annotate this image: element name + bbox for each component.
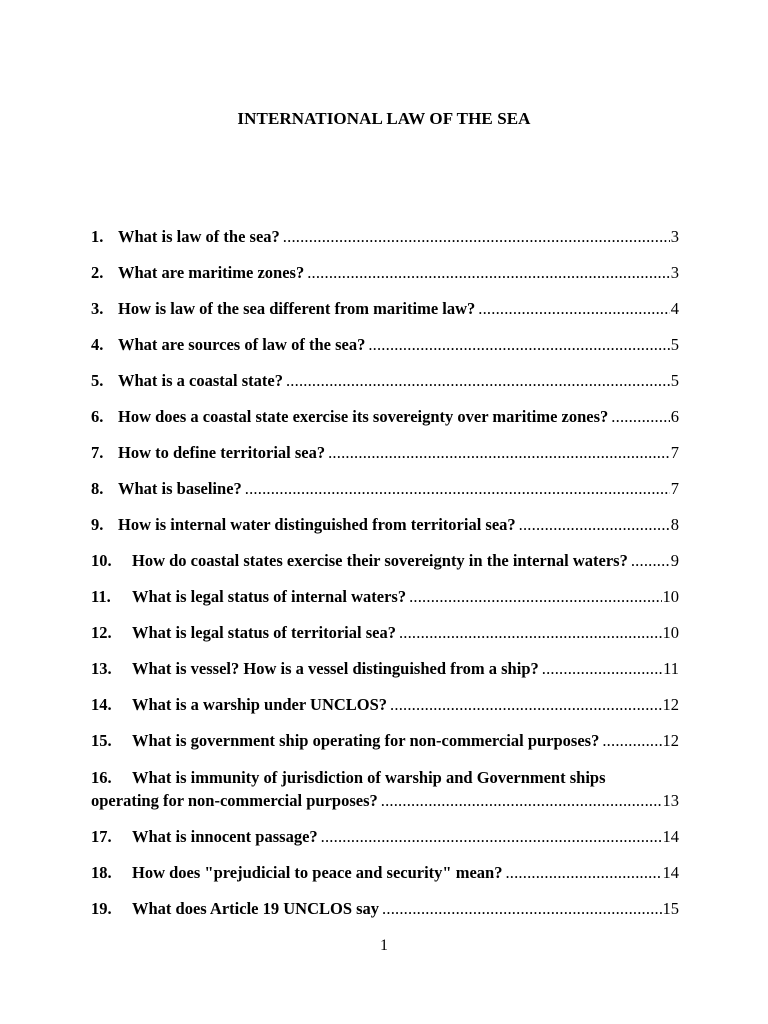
toc-entry-13[interactable] bbox=[91, 657, 679, 680]
toc-entry-5[interactable] bbox=[91, 369, 679, 392]
toc-page-number: 3 bbox=[670, 263, 679, 282]
toc-number: 15. bbox=[91, 731, 112, 750]
toc-page-number: 15 bbox=[662, 899, 679, 918]
toc-number: 9. bbox=[91, 515, 104, 534]
toc-page-number: 12 bbox=[662, 731, 679, 750]
toc-page-number: 7 bbox=[670, 443, 679, 462]
toc-page-number: 3 bbox=[670, 227, 679, 246]
dot-leader bbox=[542, 657, 662, 680]
toc-entry-6[interactable] bbox=[91, 405, 679, 428]
document-title: INTERNATIONAL LAW OF THE SEA bbox=[237, 109, 531, 128]
toc-number: 12. bbox=[91, 623, 112, 642]
toc-question-line2: operating for non-commercial purposes? bbox=[91, 791, 378, 810]
dot-leader bbox=[382, 897, 661, 920]
dot-leader bbox=[478, 297, 669, 320]
toc-entry-14[interactable] bbox=[91, 693, 679, 716]
toc-entry-19[interactable] bbox=[91, 897, 679, 920]
toc-question: What is legal status of internal waters? bbox=[132, 587, 407, 606]
toc-number: 6. bbox=[91, 407, 104, 426]
toc-entry-11[interactable] bbox=[91, 585, 679, 608]
toc-number: 10. bbox=[91, 551, 112, 570]
toc-number: 19. bbox=[91, 899, 112, 918]
toc-number: 2. bbox=[91, 263, 104, 282]
toc-number: 14. bbox=[91, 695, 112, 714]
dot-leader bbox=[505, 861, 661, 884]
footer-page-number: 1 bbox=[380, 937, 388, 954]
toc-entry-4[interactable] bbox=[91, 333, 679, 356]
dot-leader bbox=[381, 789, 662, 812]
toc-entry-12[interactable] bbox=[91, 621, 679, 644]
toc-number: 16. bbox=[91, 768, 112, 787]
dot-leader bbox=[328, 441, 670, 464]
dot-leader bbox=[390, 693, 661, 716]
toc-entry-9[interactable] bbox=[91, 513, 679, 536]
dot-leader bbox=[368, 333, 669, 356]
toc-page-number: 8 bbox=[670, 515, 679, 534]
dot-leader bbox=[519, 513, 670, 536]
toc-question: What are maritime zones? bbox=[118, 263, 305, 282]
toc-number: 17. bbox=[91, 827, 112, 846]
toc-entry-7[interactable] bbox=[91, 441, 679, 464]
toc-question: How is internal water distinguished from territorial sea? bbox=[118, 515, 516, 534]
toc-question: What is a warship under UNCLOS? bbox=[132, 695, 388, 714]
toc-entry-18[interactable] bbox=[91, 861, 679, 884]
toc-page-number: 14 bbox=[662, 863, 679, 882]
dot-leader bbox=[283, 225, 670, 248]
toc-number: 13. bbox=[91, 659, 112, 678]
toc-number: 11. bbox=[91, 587, 111, 606]
toc-number: 1. bbox=[91, 227, 104, 246]
toc-number: 8. bbox=[91, 479, 104, 498]
dot-leader bbox=[631, 549, 670, 572]
toc-entry-3[interactable] bbox=[91, 297, 679, 320]
toc-page-number: 12 bbox=[662, 695, 679, 714]
dot-leader bbox=[321, 825, 662, 848]
toc-question: What is innocent passage? bbox=[132, 827, 318, 846]
toc-entry-10[interactable] bbox=[91, 549, 679, 572]
toc-number: 7. bbox=[91, 443, 104, 462]
toc-question: What is legal status of territorial sea? bbox=[132, 623, 396, 642]
toc-entry-8[interactable] bbox=[91, 477, 679, 500]
toc-entry-2[interactable] bbox=[91, 261, 679, 284]
toc-question: How is law of the sea different from maritime law? bbox=[118, 299, 476, 318]
dot-leader bbox=[399, 621, 662, 644]
toc-question-line1: What is immunity of jurisdiction of warship and Government ships bbox=[132, 768, 606, 787]
toc-entry-17[interactable] bbox=[91, 825, 679, 848]
toc-page-number: 5 bbox=[670, 335, 679, 354]
toc-entry-15[interactable] bbox=[91, 729, 679, 752]
toc-question: What is baseline? bbox=[118, 479, 242, 498]
toc-question: How do coastal states exercise their sovereignty in the internal waters? bbox=[132, 551, 628, 570]
toc-question: What are sources of law of the sea? bbox=[118, 335, 366, 354]
dot-leader bbox=[307, 261, 670, 284]
toc-question: What does Article 19 UNCLOS say bbox=[132, 899, 380, 918]
toc-number: 3. bbox=[91, 299, 104, 318]
toc-page-number: 13 bbox=[662, 791, 679, 810]
toc-question: What is law of the sea? bbox=[118, 227, 280, 246]
toc-page-number: 10 bbox=[662, 623, 679, 642]
toc-question: What is government ship operating for non-commercial purposes? bbox=[132, 731, 600, 750]
toc-entry-1[interactable] bbox=[91, 225, 679, 248]
toc-page-number: 4 bbox=[670, 299, 679, 318]
toc-number: 4. bbox=[91, 335, 104, 354]
dot-leader bbox=[602, 729, 661, 752]
toc-page-number: 9 bbox=[670, 551, 679, 570]
toc-page-number: 10 bbox=[662, 587, 679, 606]
dot-leader bbox=[611, 405, 669, 428]
toc-page-number: 14 bbox=[662, 827, 679, 846]
dot-leader bbox=[286, 369, 670, 392]
toc-question: What is a coastal state? bbox=[118, 371, 283, 390]
toc-number: 5. bbox=[91, 371, 104, 390]
toc-page-number: 5 bbox=[670, 371, 679, 390]
toc-entry-16[interactable] bbox=[91, 766, 679, 812]
toc-page-number: 6 bbox=[670, 407, 679, 426]
dot-leader bbox=[245, 477, 670, 500]
toc-question: How to define territorial sea? bbox=[118, 443, 326, 462]
toc-question: How does a coastal state exercise its sovereignty over maritime zones? bbox=[118, 407, 609, 426]
toc-question: How does "prejudicial to peace and security" mean? bbox=[132, 863, 503, 882]
dot-leader bbox=[409, 585, 661, 608]
toc-question: What is vessel? How is a vessel distinguished from a ship? bbox=[132, 659, 539, 678]
toc-number: 18. bbox=[91, 863, 112, 882]
toc-page-number: 7 bbox=[670, 479, 679, 498]
toc-page-number: 11 bbox=[663, 659, 679, 678]
